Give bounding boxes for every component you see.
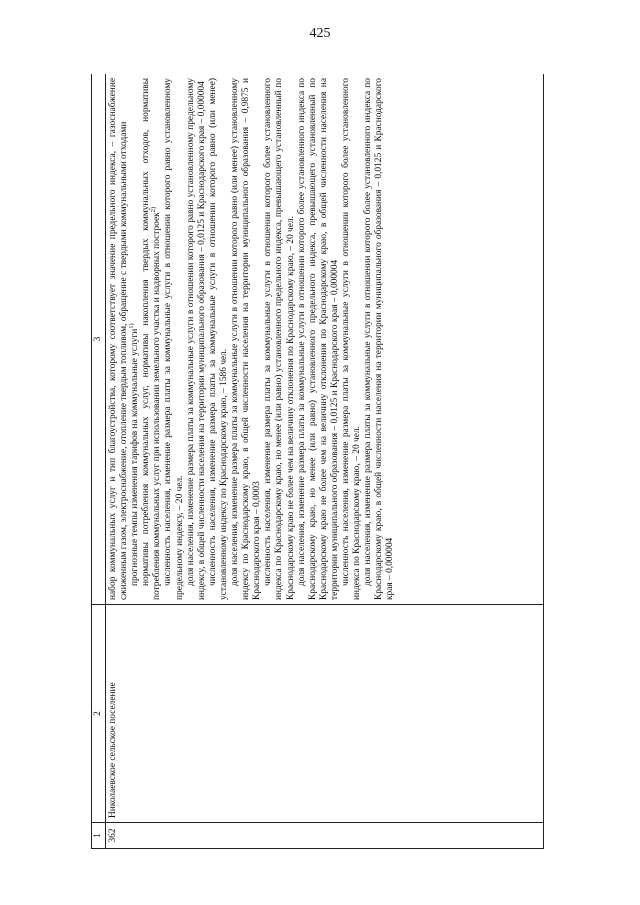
text-paragraph: численность населения, изменение размера платы за коммунальные услуги в отношении которого равно (или менее) установленному индексу по Краснодарскому краю, – 1586 чел. — [207, 78, 229, 600]
text-paragraph: доля населения, изменение размера платы за коммунальные услуги в отношении которого равно (или менее) установленному индексу по Краснодарскому краю, в общей численности населения на территории муниципального образования – 0,9875 и Краснодарского края – 0,0003 — [230, 78, 263, 600]
text-fragment: прогнозные темпы изменения тарифов на коммунальные услуги — [130, 328, 141, 586]
table-row — [106, 74, 544, 849]
text-paragraph: численность населения, изменение размера платы за коммунальные услуги в отношении которого более установленного индекса по Краснодарскому краю, но менее (или равно) установленного предельного индекса, превышающего установленный по Краснодарскому краю не более чем на величину отклонения по Краснодарскому краю, – 20 чел. — [263, 78, 296, 600]
table-header-row — [92, 74, 106, 849]
indicator-table — [91, 74, 544, 849]
row-description — [106, 74, 544, 605]
row-number: 362 — [106, 823, 544, 849]
text-paragraph: численность населения, изменение размера платы за коммунальные услуги в отношении которого равно установленному предельному индексу, – 20 чел. — [163, 78, 185, 600]
text-paragraph: набор коммунальных услуг и тип благоустройства, которому соответствует значение предельного индекса, – газоснабжение сжиженным газом, электроснабжение, отопление твердым топливом, обращение с твердыми коммунальными отходами — [108, 78, 130, 600]
footnote-ref: 2) — [150, 206, 158, 213]
header-col-3: 3 — [92, 74, 106, 605]
header-col-1: 1 — [92, 823, 106, 849]
text-fragment: нормативы потребления коммунальных услуг, нормативы накопления твердых коммунальных отходов, нормативы потребления коммунальных услуг при использовании земельного участка и надворных построек — [141, 78, 163, 600]
text-paragraph: доля населения, изменение размера платы за коммунальные услуги в отношении которого более установленного индекса по Краснодарскому краю, в общей численности населения на территории муниципального образования – 0,0125 и Краснодарского края – 0,000004 — [363, 78, 396, 600]
text-paragraph — [141, 78, 163, 600]
text-paragraph: численность населения, изменение размера платы за коммунальные услуги в отношении которого более установленного индекса по Краснодарскому краю, – 20 чел. — [340, 78, 363, 600]
text-paragraph: доля населения, изменение размера платы за коммунальные услуги в отношении которого более установленного индекса по Краснодарскому краю, но менее (или равно) установленного предельного индекса, превышающего установленный по Краснодарскому краю не более чем на величину отклонения по Краснодарскому краю, в общей численности населения на территории муниципального образования – 0,0125 и Краснодарского края – 0,000004 — [296, 78, 340, 600]
page-number: 425 — [309, 26, 331, 41]
settlement-name: Николаевское сельское поселение — [106, 605, 544, 823]
rotated-table-frame — [91, 74, 544, 849]
text-paragraph: доля населения, изменение размера платы за коммунальные услуги в отношении которого равно установленному предельному индексу, в общей численности населения на территории муниципального образования – 0,0125 и Краснодарского края – 0,000004 — [185, 78, 207, 600]
text-paragraph — [130, 78, 141, 600]
footnote-ref: 1) — [128, 323, 136, 329]
header-col-2: 2 — [92, 605, 106, 823]
rotated-table-container — [91, 74, 544, 849]
